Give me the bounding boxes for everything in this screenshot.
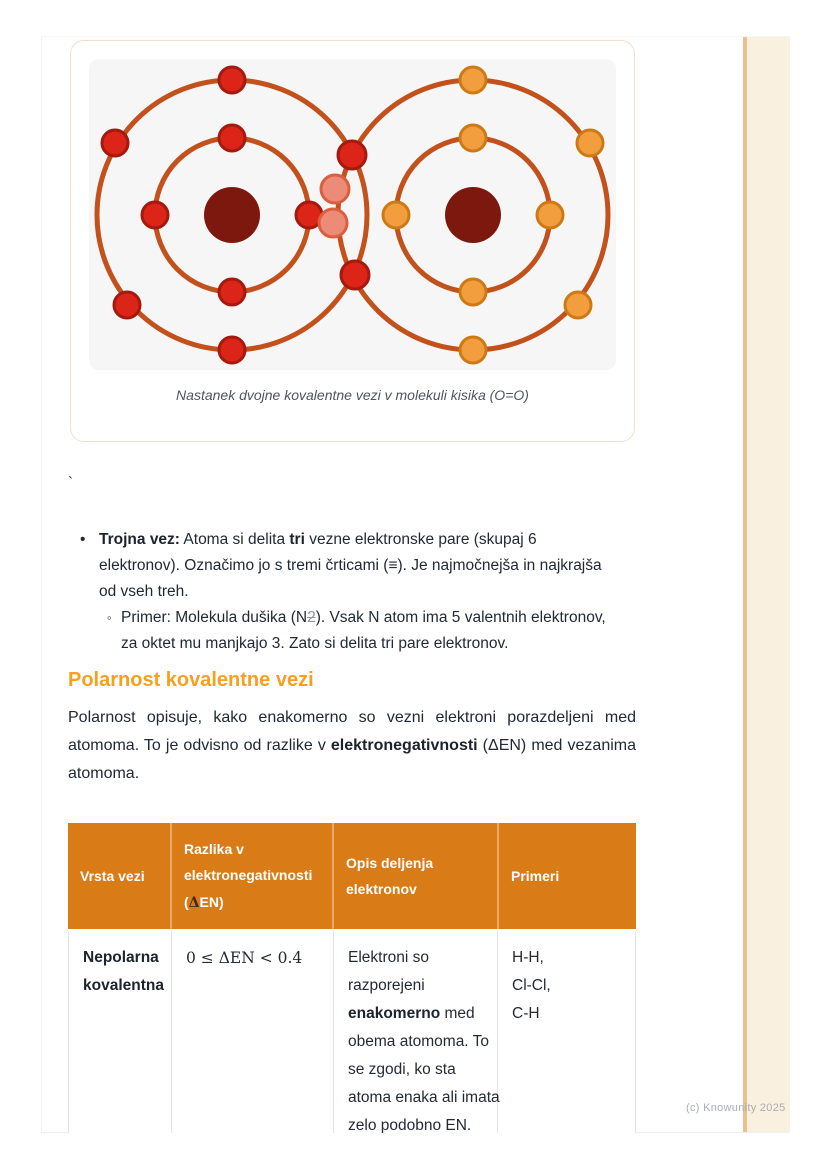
paragraph-line1: Polarnost opisuje, kako enakomerno so vezni elektroni porazdeljeni med: [68, 709, 636, 726]
copyright-watermark: (c) Knowunity 2025: [686, 1102, 786, 1114]
list-item-trojna-vez-line3: od vseh treh.: [99, 583, 189, 600]
cell-examples: H-H, Cl-Cl, C-H: [498, 931, 636, 1133]
header-cell-vrsta-vezi: Vrsta vezi: [68, 823, 170, 929]
circle-bullet-icon: ◦: [107, 610, 112, 625]
page-left-edge: [41, 37, 42, 1132]
header-cell-razlika-en: Razlika v elektronegativnosti (ΔEN): [172, 823, 332, 929]
cell-bond-type: Nepolarna kovalentna: [68, 931, 172, 1133]
stray-backtick: `: [68, 474, 73, 491]
right-nucleus: [445, 187, 501, 243]
atom-diagram: [89, 59, 616, 370]
bullet-icon: •: [80, 531, 86, 548]
shared-electron-pair: [319, 175, 349, 237]
delta-symbol: Δ: [188, 894, 200, 911]
orbit-rings: [97, 80, 608, 350]
section-heading: Polarnost kovalentne vezi: [68, 669, 314, 691]
list-item-trojna-vez-line2: elektronov). Označimo jo s tremi črticami (≡). Je najmočnejša in najkrajša: [99, 557, 602, 574]
header-cell-primeri: Primeri: [499, 823, 636, 929]
list-subitem-primer-line2: za oktet mu manjkajo 3. Zato si delita tri pare elektronov.: [121, 635, 509, 652]
cell-description: Elektroni so razporejeni enakomerno med obema atomoma. To se zgodi, ko sta atoma enaka ali imata zelo podobno EN.: [334, 931, 498, 1133]
header-cell-opis-deljenja: Opis deljenja elektronov: [334, 823, 497, 929]
bullet-list: [68, 527, 648, 657]
figure-card: [70, 40, 635, 442]
table-header: [68, 823, 636, 929]
page-top-edge: [41, 36, 790, 37]
left-nucleus: [204, 187, 260, 243]
paragraph-line3: atomoma.: [68, 765, 140, 782]
notebook-margin-strip: [743, 37, 790, 1132]
table-body: [68, 931, 636, 1133]
strikethrough-subscript: 2: [307, 609, 316, 626]
paragraph-line2: atomoma. To je odvisno od razlike v elektronegativnosti (ΔEN) med vezanima: [68, 737, 637, 754]
polarity-paragraph: [68, 704, 636, 788]
figure-caption: Nastanek dvojne kovalentne vezi v molekuli kisika (O=O): [176, 387, 529, 403]
list-item-trojna-vez-line1: • Trojna vez: Atoma si delita tri vezne elektronske pare (skupaj 6: [68, 527, 648, 553]
list-subitem-primer-line1: ◦ Primer: Molekula dušika (N2). Vsak N atom ima 5 valentnih elektronov,: [68, 605, 648, 631]
cell-en-range: 0 ≤ ΔEN < 0.4: [172, 931, 334, 1133]
figure-panel: [89, 59, 616, 370]
